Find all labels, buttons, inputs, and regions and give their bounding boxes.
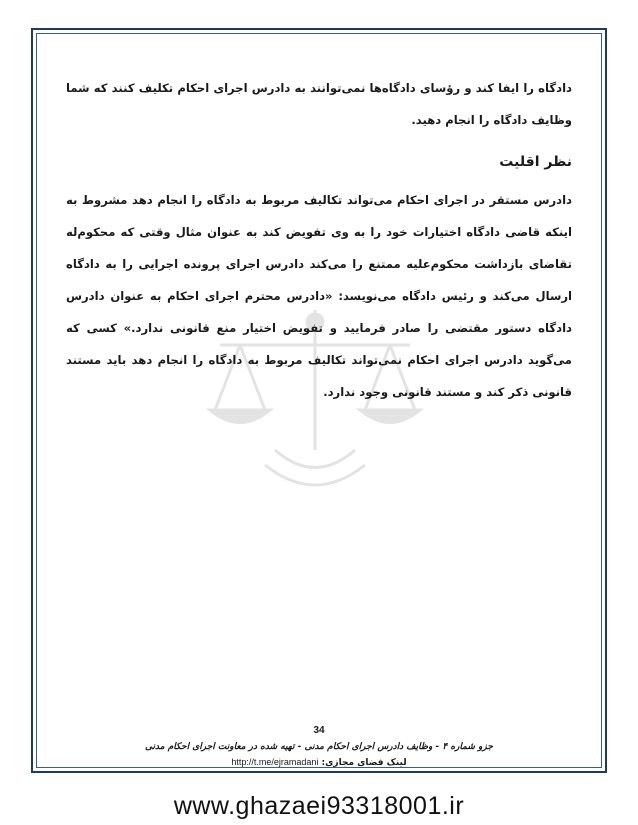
paragraph-intro: دادگاه را ایفا کند و رؤسای دادگاه‌ها نمی‌توانند به دادرس اجرای احکام تکلیف کنند که شما وظایف دادگاه را انجام دهید. <box>66 81 572 127</box>
page-number: 34 <box>313 725 325 736</box>
footer-link-label: لینک فضای مجازی: <box>321 758 407 768</box>
footer-title: جزو شماره ۴ - وظایف دادرس اجرای احکام مدنی - تهیه شده در معاونت اجرای احکام مدنی <box>145 742 493 752</box>
section-heading: نظر اقلیت <box>499 154 572 170</box>
footer-link-line <box>0 757 638 768</box>
footer-telegram-link[interactable]: http://t.me/ejramadani <box>231 757 319 767</box>
site-url-watermark[interactable]: www.ghazaei93318001.ir <box>173 792 465 820</box>
paragraph-minority-opinion: دادرس مستقر در اجرای احکام می‌تواند تکالیف مربوط به دادگاه را انجام دهد مشروط به اینکه قاضی دادگاه اختیارات خود را به وی تفویض کند به عنوان مثال وقتی که محکوم‌له تقاضای بازداشت محکوم‌علیه ممتنع را می‌کند دادرس اجرای پرونده اجرایی را به دادگاه ارسال می‌کند و رئیس دادگاه می‌نویسد: «دادرس محترم اجرای احکام به عنوان دادرس دادگاه دستور مقتضی را صادر فرمایید و تفویض اختیار منع قانونی ندارد.» کسی که می‌گوید دادرس اجرای احکام نمی‌تواند تکالیف مربوط به دادگاه را انجام دهد باید مستند قانونی ذکر کند و مستند قانونی وجود ندارد. <box>66 193 572 399</box>
document-body <box>66 72 572 408</box>
